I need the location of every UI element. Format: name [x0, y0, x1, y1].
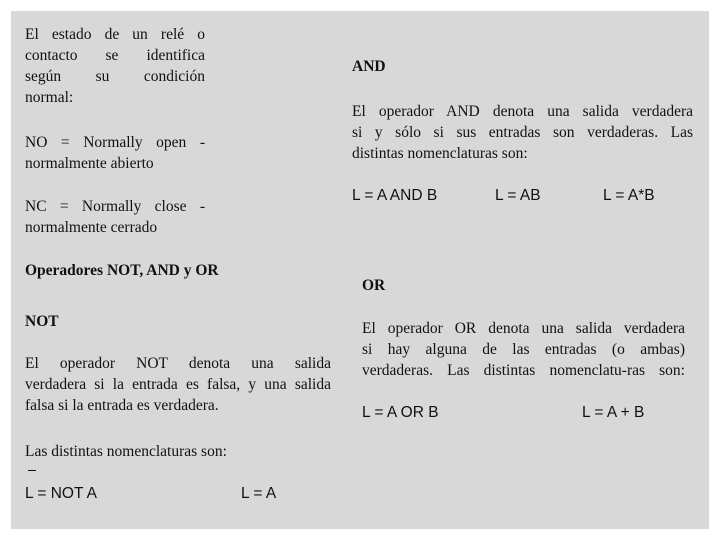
not-nomenclatures-label: Las distintas nomenclaturas son:: [25, 443, 227, 460]
not-formula-2: L = A: [241, 485, 277, 502]
intro-line-4: normal:: [25, 89, 74, 106]
or-formula-1: L = A OR B: [362, 404, 439, 421]
relay-state-paragraph: [25, 24, 205, 108]
intro-line-3: según su condición: [25, 68, 205, 85]
or-line-2: si hay alguna de las entradas (o ambas): [362, 341, 685, 358]
nc-line-2: normalmente cerrado: [25, 219, 158, 236]
not-description: [25, 353, 331, 416]
nc-line-1: NC = Normally close -: [25, 198, 205, 215]
or-line-3: verdaderas. Las distintas nomenclatu-ras son:: [362, 362, 685, 379]
not-heading: NOT: [25, 313, 59, 330]
and-formula-2: L = AB: [495, 187, 541, 204]
and-line-2: si y sólo si sus entradas son verdaderas. Las: [352, 124, 693, 141]
or-description: [362, 318, 685, 381]
not-line-2: verdadera si la entrada es falsa, y una salida: [25, 376, 331, 393]
and-description: [352, 101, 693, 164]
and-formula-1: L = A AND B: [352, 187, 438, 204]
or-line-1: El operador OR denota una salida verdadera: [362, 320, 685, 337]
operators-heading: Operadores NOT, AND y OR: [25, 262, 219, 279]
intro-line-1: El estado de un relé o: [25, 26, 205, 43]
not-line-3: falsa si la entrada es verdadera.: [25, 397, 219, 414]
no-line-1: NO = Normally open -: [25, 134, 205, 151]
intro-line-2: contacto se identifica: [25, 47, 205, 64]
no-definition: [25, 132, 205, 174]
negation-overbar: [28, 470, 36, 471]
nc-definition: [25, 196, 205, 238]
and-formula-3: L = A*B: [603, 187, 655, 204]
no-line-2: normalmente abierto: [25, 155, 154, 172]
or-formula-2: L = A + B: [582, 404, 645, 421]
or-heading: OR: [362, 277, 386, 294]
and-line-3: distintas nomenclaturas son:: [352, 145, 528, 162]
not-line-1: El operador NOT denota una salida: [25, 355, 331, 372]
not-formula-1: L = NOT A: [25, 485, 97, 502]
and-heading: AND: [352, 58, 386, 75]
and-line-1: El operador AND denota una salida verdadera: [352, 103, 693, 120]
